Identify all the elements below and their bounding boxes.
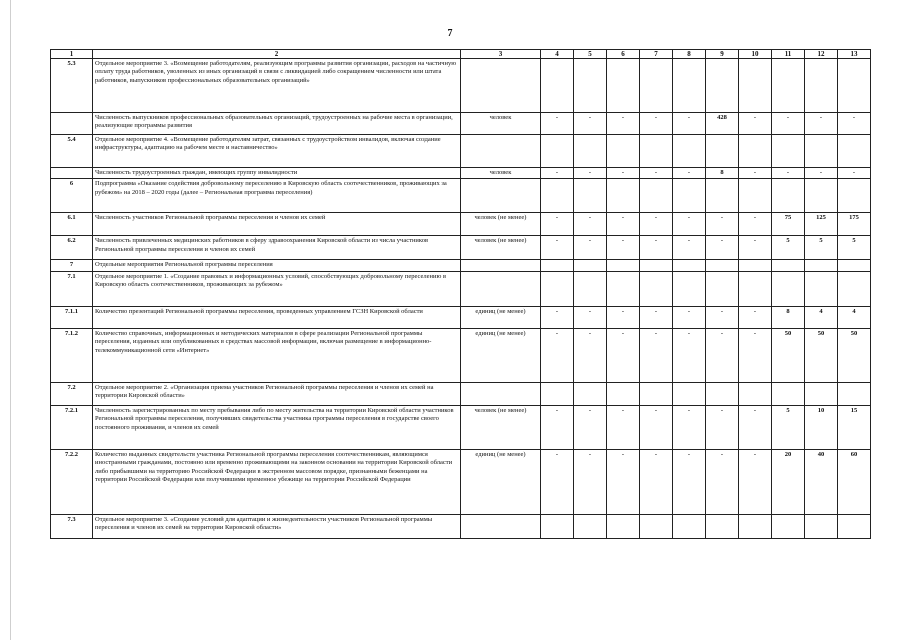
value-cell: - <box>607 328 640 382</box>
value-cell <box>739 382 772 405</box>
table-row <box>51 236 871 260</box>
table-row <box>51 449 871 514</box>
value-cell: - <box>541 449 574 514</box>
value-cell: - <box>607 168 640 179</box>
row-number: 6.1 <box>51 213 93 236</box>
value-cell <box>706 179 739 213</box>
value-cell: 5 <box>805 236 838 260</box>
value-cell: - <box>805 113 838 135</box>
value-cell <box>838 514 871 538</box>
value-cell <box>541 260 574 271</box>
value-cell <box>673 382 706 405</box>
row-unit <box>461 135 541 168</box>
value-cell <box>838 179 871 213</box>
value-cell: - <box>739 213 772 236</box>
value-cell <box>739 514 772 538</box>
value-cell: - <box>706 449 739 514</box>
value-cell <box>772 382 805 405</box>
value-cell: 428 <box>706 113 739 135</box>
value-cell <box>739 59 772 113</box>
column-header: 1 <box>51 50 93 59</box>
row-unit: единиц (не менее) <box>461 449 541 514</box>
value-cell <box>838 135 871 168</box>
row-number <box>51 113 93 135</box>
row-number: 7.2 <box>51 382 93 405</box>
row-unit <box>461 382 541 405</box>
value-cell: - <box>673 168 706 179</box>
value-cell <box>772 135 805 168</box>
value-cell: - <box>541 168 574 179</box>
value-cell <box>541 382 574 405</box>
page-number: 7 <box>447 28 453 39</box>
value-cell: - <box>706 405 739 449</box>
value-cell <box>574 59 607 113</box>
value-cell <box>574 514 607 538</box>
value-cell: - <box>541 113 574 135</box>
value-cell <box>805 271 838 306</box>
value-cell: - <box>541 213 574 236</box>
row-number: 7.2.2 <box>51 449 93 514</box>
value-cell <box>673 514 706 538</box>
row-unit: человек (не менее) <box>461 405 541 449</box>
value-cell <box>739 179 772 213</box>
value-cell: 175 <box>838 213 871 236</box>
value-cell: - <box>706 213 739 236</box>
value-cell: - <box>673 449 706 514</box>
value-cell: - <box>805 168 838 179</box>
value-cell <box>607 271 640 306</box>
value-cell: 60 <box>838 449 871 514</box>
value-cell: - <box>739 405 772 449</box>
row-description: Численность участников Региональной программы переселения и членов их семей <box>93 213 461 236</box>
value-cell <box>673 179 706 213</box>
table-row <box>51 168 871 179</box>
value-cell <box>607 514 640 538</box>
value-cell: - <box>739 236 772 260</box>
value-cell <box>706 135 739 168</box>
row-number: 7.2.1 <box>51 405 93 449</box>
value-cell <box>640 260 673 271</box>
value-cell: - <box>706 306 739 328</box>
table-row <box>51 405 871 449</box>
value-cell: - <box>706 236 739 260</box>
value-cell: - <box>541 236 574 260</box>
table-row <box>51 179 871 213</box>
value-cell: - <box>541 306 574 328</box>
table-row <box>51 213 871 236</box>
value-cell: - <box>607 236 640 260</box>
row-description: Численность привлеченных медицинских работников в сферу здравоохранения Кировской области из числа участников Региональной программы переселения и членов их семей <box>93 236 461 260</box>
value-cell: 40 <box>805 449 838 514</box>
value-cell <box>706 271 739 306</box>
value-cell <box>541 59 574 113</box>
row-description: Количество справочных, информационных и методических материалов в сфере реализации Региональной программы переселения, изданных или опубликованных в средствах массовой информации, включая размещение в информационно-телекоммуникационной сети «Интернет» <box>93 328 461 382</box>
row-description: Отдельное мероприятие 4. «Возмещение работодателям затрат, связанных с трудоустройством инвалидов, включая создание инфраструктуры, адаптацию на рабочем месте и наставничество» <box>93 135 461 168</box>
value-cell: - <box>574 405 607 449</box>
value-cell: 15 <box>838 405 871 449</box>
row-unit <box>461 260 541 271</box>
row-number: 7.1.1 <box>51 306 93 328</box>
value-cell <box>838 59 871 113</box>
row-unit: человек <box>461 113 541 135</box>
table-row <box>51 328 871 382</box>
value-cell <box>706 260 739 271</box>
value-cell: - <box>574 213 607 236</box>
row-unit: единиц (не менее) <box>461 328 541 382</box>
row-description: Отдельное мероприятие 3. «Создание условий для адаптации и жизнедеятельности участников Региональной программы переселения и членов их семей на территории Кировской области» <box>93 514 461 538</box>
row-description: Отдельные мероприятия Региональной программы переселения <box>93 260 461 271</box>
value-cell: - <box>640 328 673 382</box>
column-header: 6 <box>607 50 640 59</box>
column-header: 8 <box>673 50 706 59</box>
value-cell <box>805 260 838 271</box>
value-cell <box>541 514 574 538</box>
value-cell <box>574 260 607 271</box>
row-description: Отдельное мероприятие 3. «Возмещение работодателям, реализующим программы развития организации, расходов на частичную оплату труда работников, уволенных из иных организаций в связи с ликвидацией либо сокращением численности или штата работников, выпускников профессиональных образовательных организаций» <box>93 59 461 113</box>
value-cell: 75 <box>772 213 805 236</box>
value-cell <box>739 271 772 306</box>
value-cell: - <box>673 213 706 236</box>
scan-left-edge <box>10 0 11 640</box>
value-cell <box>607 59 640 113</box>
column-header: 5 <box>574 50 607 59</box>
value-cell: - <box>838 168 871 179</box>
value-cell <box>640 271 673 306</box>
row-number <box>51 168 93 179</box>
value-cell: - <box>640 213 673 236</box>
value-cell <box>673 271 706 306</box>
value-cell <box>739 135 772 168</box>
row-description: Отдельное мероприятие 1. «Создание правовых и информационных условий, способствующих добровольному переселению в Кировскую область соотечественников, проживающих за рубежом» <box>93 271 461 306</box>
row-unit <box>461 514 541 538</box>
value-cell <box>640 179 673 213</box>
row-unit <box>461 179 541 213</box>
row-unit: единиц (не менее) <box>461 306 541 328</box>
row-number: 5.4 <box>51 135 93 168</box>
row-description: Численность выпускников профессиональных образовательных организаций, трудоустроенных на рабочие места в организации, реализующие программы развития <box>93 113 461 135</box>
value-cell <box>706 59 739 113</box>
value-cell: - <box>607 306 640 328</box>
value-cell <box>805 514 838 538</box>
value-cell <box>805 59 838 113</box>
row-unit: человек <box>461 168 541 179</box>
value-cell: 5 <box>772 405 805 449</box>
row-unit: человек (не менее) <box>461 236 541 260</box>
column-header: 11 <box>772 50 805 59</box>
value-cell: - <box>739 449 772 514</box>
value-cell: 50 <box>772 328 805 382</box>
column-header: 9 <box>706 50 739 59</box>
value-cell: - <box>772 113 805 135</box>
row-description: Количество презентаций Региональной программы переселения, проведенных управлением ГСЗН Кировской области <box>93 306 461 328</box>
row-number: 5.3 <box>51 59 93 113</box>
value-cell <box>640 382 673 405</box>
value-cell: - <box>574 113 607 135</box>
value-cell: - <box>673 236 706 260</box>
value-cell <box>607 260 640 271</box>
value-cell <box>739 260 772 271</box>
value-cell <box>772 260 805 271</box>
value-cell: 10 <box>805 405 838 449</box>
value-cell: - <box>640 449 673 514</box>
value-cell: - <box>541 405 574 449</box>
value-cell: - <box>772 168 805 179</box>
value-cell <box>772 179 805 213</box>
value-cell <box>772 59 805 113</box>
row-number: 7.1 <box>51 271 93 306</box>
row-unit <box>461 271 541 306</box>
value-cell: - <box>640 236 673 260</box>
table-row <box>51 59 871 113</box>
value-cell: - <box>574 328 607 382</box>
value-cell <box>607 382 640 405</box>
value-cell <box>805 179 838 213</box>
value-cell: 5 <box>838 236 871 260</box>
value-cell <box>706 382 739 405</box>
value-cell: - <box>673 113 706 135</box>
value-cell <box>772 514 805 538</box>
value-cell <box>541 179 574 213</box>
column-header: 7 <box>640 50 673 59</box>
column-header: 2 <box>93 50 461 59</box>
column-header: 12 <box>805 50 838 59</box>
value-cell: - <box>574 168 607 179</box>
value-cell <box>574 135 607 168</box>
value-cell: 4 <box>805 306 838 328</box>
value-cell: 50 <box>805 328 838 382</box>
indicators-table <box>50 49 871 539</box>
column-header: 3 <box>461 50 541 59</box>
value-cell <box>607 179 640 213</box>
row-unit: человек (не менее) <box>461 213 541 236</box>
value-cell <box>673 260 706 271</box>
value-cell <box>640 59 673 113</box>
value-cell: 20 <box>772 449 805 514</box>
row-description: Количество выданных свидетельств участника Региональной программы переселения соотечественникам, являющимся иностранными гражданами, постоянно или временно проживающими на законном основании на территории Кировской области либо прибывшими на территорию Российской Федерации в экстренном массовом порядке, признанными беженцами на территории Российской Федерации или получившими временное убежище на территории Российской Федерации <box>93 449 461 514</box>
value-cell <box>541 271 574 306</box>
value-cell: 8 <box>706 168 739 179</box>
value-cell: - <box>640 405 673 449</box>
row-unit <box>461 59 541 113</box>
value-cell: 4 <box>838 306 871 328</box>
value-cell: - <box>640 168 673 179</box>
table-body <box>51 59 871 539</box>
row-number: 7 <box>51 260 93 271</box>
value-cell <box>805 135 838 168</box>
column-header: 4 <box>541 50 574 59</box>
value-cell: - <box>640 113 673 135</box>
row-description: Численность зарегистрированных по месту пребывания либо по месту жительства на территории Кировской области участников Региональной программы переселения, получивших свидетельства участника программы переселения в государстве своего постоянного проживания, и членов их семей <box>93 405 461 449</box>
value-cell <box>805 382 838 405</box>
value-cell: - <box>673 306 706 328</box>
value-cell <box>541 135 574 168</box>
value-cell: - <box>739 306 772 328</box>
value-cell: - <box>574 306 607 328</box>
row-number: 7.1.2 <box>51 328 93 382</box>
value-cell: - <box>706 328 739 382</box>
value-cell: 125 <box>805 213 838 236</box>
row-number: 6 <box>51 179 93 213</box>
value-cell <box>574 271 607 306</box>
table-row <box>51 135 871 168</box>
value-cell: - <box>838 113 871 135</box>
table-row <box>51 271 871 306</box>
value-cell: - <box>640 306 673 328</box>
value-cell <box>673 135 706 168</box>
value-cell: - <box>673 405 706 449</box>
column-number-row <box>51 50 871 59</box>
column-header: 10 <box>739 50 772 59</box>
table-row <box>51 382 871 405</box>
value-cell: - <box>673 328 706 382</box>
value-cell <box>574 179 607 213</box>
value-cell <box>673 59 706 113</box>
row-description: Подпрограмма «Оказание содействия добровольному переселению в Кировскую область соотечественников, проживающих за рубежом» на 2018 – 2020 годы (далее – Региональная программа переселения) <box>93 179 461 213</box>
value-cell: - <box>739 113 772 135</box>
value-cell: - <box>541 328 574 382</box>
row-description: Отдельное мероприятие 2. «Организация приема участников Региональной программы переселения и членов их семей на территории Кировской области» <box>93 382 461 405</box>
value-cell <box>574 382 607 405</box>
value-cell <box>772 271 805 306</box>
table-row <box>51 306 871 328</box>
value-cell: - <box>739 168 772 179</box>
value-cell <box>838 382 871 405</box>
value-cell: 5 <box>772 236 805 260</box>
value-cell <box>640 514 673 538</box>
value-cell <box>640 135 673 168</box>
column-header: 13 <box>838 50 871 59</box>
value-cell: - <box>574 449 607 514</box>
value-cell <box>838 271 871 306</box>
table-row <box>51 260 871 271</box>
row-description: Численность трудоустроенных граждан, имеющих группу инвалидности <box>93 168 461 179</box>
value-cell: - <box>607 405 640 449</box>
value-cell: - <box>607 449 640 514</box>
value-cell: 8 <box>772 306 805 328</box>
row-number: 6.2 <box>51 236 93 260</box>
table-row <box>51 514 871 538</box>
value-cell <box>607 135 640 168</box>
table-row <box>51 113 871 135</box>
value-cell: - <box>607 213 640 236</box>
row-number: 7.3 <box>51 514 93 538</box>
value-cell: - <box>739 328 772 382</box>
value-cell: 50 <box>838 328 871 382</box>
value-cell <box>838 260 871 271</box>
value-cell: - <box>607 113 640 135</box>
value-cell: - <box>574 236 607 260</box>
value-cell <box>706 514 739 538</box>
